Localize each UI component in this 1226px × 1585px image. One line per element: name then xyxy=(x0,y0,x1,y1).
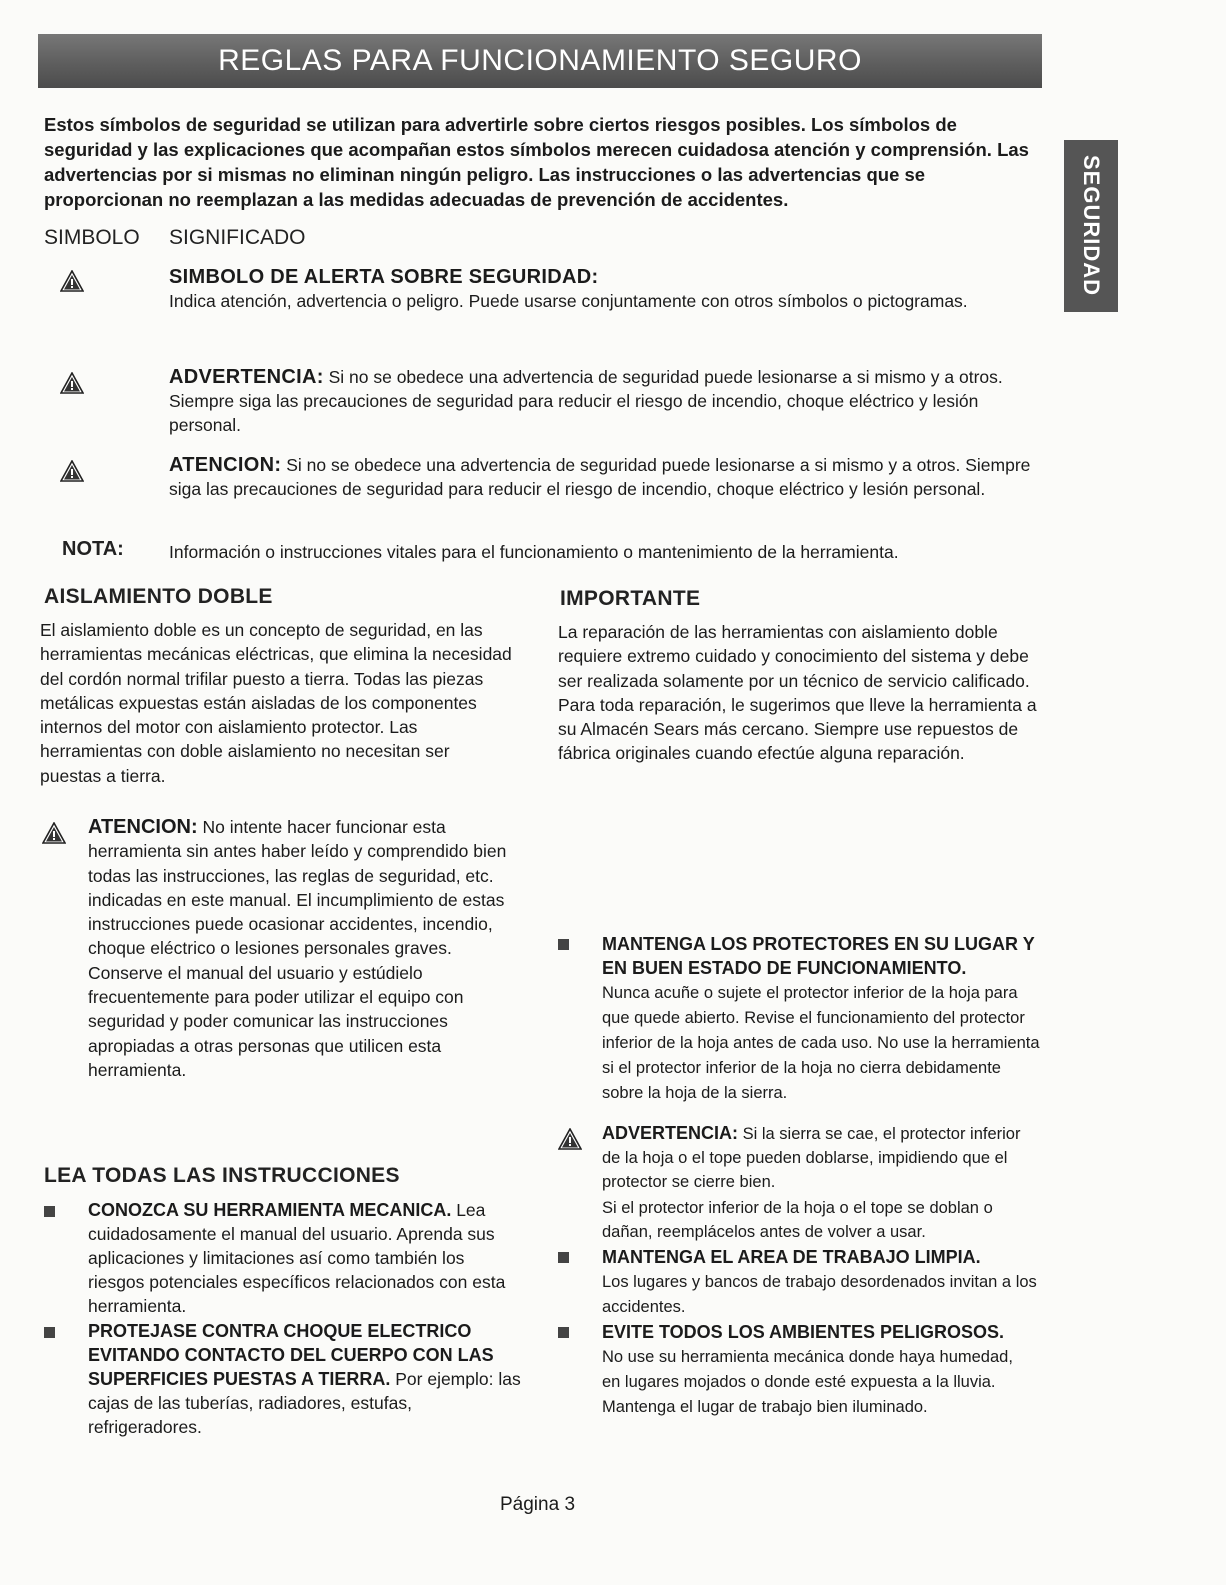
safety-alert-icon xyxy=(60,270,84,292)
symbol-row-alert xyxy=(169,265,1034,313)
symbol-text-atencion: Si no se obedece una advertencia de seguridad puede lesionarse a si mismo y a otros. Siempre siga las precauciones de seguridad para reducir el riesgo de incendio, choque eléctrico y lesión personal. xyxy=(169,455,1031,499)
side-tab-label: SEGURIDAD xyxy=(1079,155,1104,297)
right-bullet-area-text: Los lugares y bancos de trabajo desordenados invitan a los accidentes. xyxy=(602,1273,1037,1316)
right-bullet-area-head: MANTENGA EL AREA DE TRABAJO LIMPIA. xyxy=(602,1247,981,1267)
lea-bullet-2-text: Por ejemplo: las cajas de las tuberías, radiadores, estufas, refrigeradores. xyxy=(88,1369,521,1437)
right-bullet-protectores-head: MANTENGA LOS PROTECTORES EN SU LUGAR Y EN BUEN ESTADO DE FUNCIONAMIENTO. xyxy=(602,934,1035,978)
right-bullet-ambientes-text: No use su herramienta mecánica donde haya humedad, en lugares mojados o donde esté expuesta a la lluvia. Mantenga el lugar de trabajo bien iluminado. xyxy=(602,1348,1013,1416)
right-advertencia-block xyxy=(602,1121,1022,1194)
col-header-meaning: SIGNIFICADO xyxy=(169,226,306,249)
right-bullet-protectores xyxy=(602,932,1042,1105)
lea-bullet-2-head: PROTEJASE CONTRA CHOQUE ELECTRICO EVITANDO CONTACTO DEL CUERPO CON LAS SUPERFICIES PUESTAS A TIERRA. xyxy=(88,1321,494,1389)
symbol-label-alert: SIMBOLO DE ALERTA SOBRE SEGURIDAD: xyxy=(169,266,599,288)
symbol-row-atencion xyxy=(169,453,1034,501)
right-bullet-area xyxy=(602,1245,1042,1319)
nota-label: NOTA: xyxy=(62,538,124,560)
lea-bullet-2 xyxy=(88,1319,528,1439)
right-advertencia-text: Si la sierra se cae, el protector inferior de la hoja o el tope pueden doblarse, impidiendo que el protector se cierre bien. xyxy=(602,1125,1021,1191)
atencion-warning-icon xyxy=(42,822,66,844)
bullet-marker xyxy=(44,1327,55,1338)
atencion-label: ATENCION: xyxy=(88,816,198,838)
bullet-marker xyxy=(558,939,569,950)
right-advertencia-extra: Si el protector inferior de la hoja o el tope se doblan o dañan, reemplácelos antes de volver a usar. xyxy=(602,1199,993,1241)
nota-text: Información o instrucciones vitales para el funcionamiento o mantenimiento de la herramienta. xyxy=(169,542,899,562)
aislamiento-title: AISLAMIENTO DOBLE xyxy=(44,585,273,608)
importante-title: IMPORTANTE xyxy=(560,587,701,610)
symbol-text-alert: Indica atención, advertencia o peligro. Puede usarse conjuntamente con otros símbolos o pictogramas. xyxy=(169,291,968,311)
lea-bullet-1 xyxy=(88,1198,513,1318)
page-banner xyxy=(38,34,1042,88)
right-bullet-protectores-text: Nunca acuñe o sujete el protector inferior de la hoja para que quede abierto. Revise el funcionamiento del protector inferior de la hoja antes de cada uso. No use la herramienta si el protector inferior de la hoja no cierra debidamente sobre la hoja de la sierra. xyxy=(602,984,1040,1102)
atencion-block xyxy=(88,815,520,1082)
right-bullet-ambientes xyxy=(602,1320,1032,1419)
importante-text: La reparación de las herramientas con aislamiento doble requiere extremo cuidado y conocimiento del sistema y debe ser realizada solamente por un técnico de servicio calificado. Para toda reparación, le sugerimos que lleve la herramienta a su Almacén Sears más cercano. Siempre use repuestos de fábrica originales cuando efectúe alguna reparación. xyxy=(558,622,1037,764)
symbol-label-atencion: ATENCION: xyxy=(169,454,282,476)
right-bullet-ambientes-head: EVITE TODOS LOS AMBIENTES PELIGROSOS. xyxy=(602,1322,1005,1342)
page-number: Página 3 xyxy=(500,1494,576,1515)
bullet-marker xyxy=(44,1206,55,1217)
symbol-label-advertencia: ADVERTENCIA: xyxy=(169,366,324,388)
lea-title: LEA TODAS LAS INSTRUCCIONES xyxy=(44,1164,400,1187)
bullet-marker xyxy=(558,1252,569,1263)
symbol-text-advertencia: Si no se obedece una advertencia de seguridad puede lesionarse a si mismo y a otros. Siempre siga las precauciones de seguridad para reducir el riesgo de incendio, choque eléctrico y lesión personal. xyxy=(169,367,1003,435)
aislamiento-text: El aislamiento doble es un concepto de seguridad, en las herramientas mecánicas eléctricas, que elimina la necesidad del cordón normal trifilar puesto a tierra. Todas las piezas metálicas expuestas están aisladas de los componentes internos del motor con aislamiento protector. Las herramientas con doble aislamiento no necesitan ser puestas a tierra. xyxy=(40,620,512,786)
advertencia-warning-icon xyxy=(558,1128,582,1150)
warning-icon xyxy=(60,372,84,394)
banner-title: REGLAS PARA FUNCIONAMIENTO SEGURO xyxy=(218,44,862,77)
symbol-row-advertencia xyxy=(169,365,1034,437)
caution-icon xyxy=(60,460,84,482)
section-side-tab xyxy=(1064,140,1118,312)
atencion-text: No intente hacer funcionar esta herramienta sin antes haber leído y comprendido bien todas las instrucciones, las reglas de seguridad, etc. indicadas en este manual. El incumplimiento de estas instrucciones puede ocasionar accidentes, incendio, choque eléctrico o lesiones personales graves. Conserve el manual del usuario y estúdielo frecuentemente para poder utilizar el equipo con seguridad y poder comunicar las instrucciones apropiadas a otras personas que utilicen esta herramienta. xyxy=(88,817,507,1080)
col-header-symbol: SIMBOLO xyxy=(44,226,140,249)
bullet-marker xyxy=(558,1327,569,1338)
lea-bullet-1-head: CONOZCA SU HERRAMIENTA MECANICA. xyxy=(88,1200,452,1220)
lea-bullet-1-text: Lea cuidadosamente el manual del usuario. Aprenda sus aplicaciones y limitaciones así como también los riesgos potenciales específicos relacionados con esta herramienta. xyxy=(88,1200,506,1316)
intro-paragraph: Estos símbolos de seguridad se utilizan para advertirle sobre ciertos riesgos posibles. Los símbolos de seguridad y las explicaciones que acompañan estos símbolos merecen cuidadosa atención y comprensión. Las advertencias por si mismas no eliminan ningún peligro. Las instrucciones o las advertencias que se proporcionan no reemplazan a las medidas adecuadas de prevención de accidentes. xyxy=(44,114,1029,210)
right-advertencia-label: ADVERTENCIA: xyxy=(602,1123,739,1143)
